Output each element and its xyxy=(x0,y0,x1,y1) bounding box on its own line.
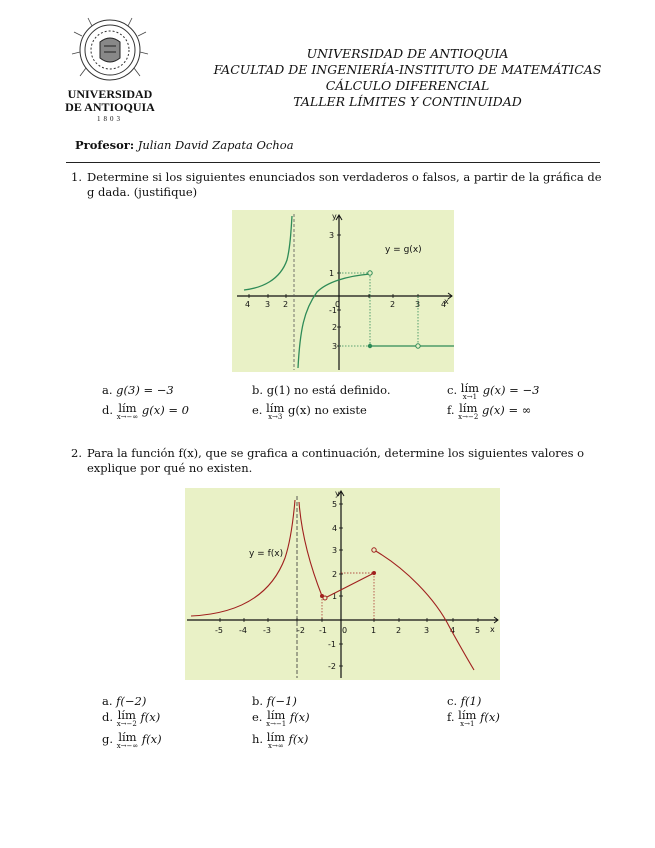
q2-xtick: 4 xyxy=(450,626,456,635)
q2-option-a-text: f(−2) xyxy=(116,694,147,708)
q1-open-point xyxy=(368,271,372,275)
q1-option-f-limit: lím x→−2 xyxy=(458,401,479,421)
q2-closed-point-1 xyxy=(372,571,376,575)
q2-y-letter: y xyxy=(335,489,340,498)
q1-option-c-text: g(x) = −3 xyxy=(482,383,540,397)
q2-xtick: -5 xyxy=(215,626,223,635)
q1-ytick: 3 xyxy=(332,342,338,351)
q2-option-a-label: a. xyxy=(102,694,113,708)
q1-y-letter: y xyxy=(332,212,337,221)
university-logo xyxy=(62,12,158,122)
q1-ytick: 1 xyxy=(329,269,335,278)
header-faculty: FACULTAD DE INGENIERÍA-INSTITUTO DE MATEMÁTICAS xyxy=(213,62,602,77)
q2-xtick: 1 xyxy=(371,626,377,635)
professor-line xyxy=(75,138,294,152)
q2-option-a xyxy=(102,694,146,708)
q2-xtick: -1 xyxy=(319,626,327,635)
q1-number: 1. xyxy=(71,170,82,184)
svg-text:DE ANTIOQUIA: DE ANTIOQUIA xyxy=(65,100,155,114)
q2-option-g-text: f(x) xyxy=(141,732,162,746)
q1-option-f xyxy=(447,403,531,421)
q2-ytick: 5 xyxy=(332,500,338,509)
q2-option-h-text: f(x) xyxy=(288,732,309,746)
q2-xtick: -3 xyxy=(263,626,271,635)
svg-text:UNIVERSIDAD: UNIVERSIDAD xyxy=(67,87,153,101)
q1-xtick: 2 xyxy=(390,300,396,309)
q2-option-g-limit: lím x→−∞ xyxy=(116,730,139,750)
q1-ytick: 2 xyxy=(332,323,338,332)
q2-xtick: -4 xyxy=(239,626,247,635)
q2-option-f-text: f(x) xyxy=(480,710,500,724)
q1-option-b-text: g(1) no está definido. xyxy=(266,383,391,397)
q1-xtick: 3 xyxy=(415,300,421,309)
q1-option-c-label: c. xyxy=(447,383,458,397)
q2-xtick: 2 xyxy=(396,626,402,635)
q2-number: 2. xyxy=(71,446,82,460)
q1-xtick: 4 xyxy=(441,300,447,309)
q1-xtick: 0 xyxy=(335,300,341,309)
q2-graph xyxy=(185,488,500,680)
header-course: CÁLCULO DIFERENCIAL xyxy=(325,78,490,93)
q1-open-point-3 xyxy=(416,344,420,348)
q1-option-a xyxy=(102,383,174,397)
q1-option-f-label: f. xyxy=(447,403,455,417)
q1-xtick: 3 xyxy=(265,300,271,309)
q2-option-d-limit: lím x→−2 xyxy=(116,708,137,728)
q2-function-label: y = f(x) xyxy=(249,549,284,559)
q1-xtick: 4 xyxy=(245,300,251,309)
q1-ytick: 3 xyxy=(329,231,335,240)
q1-closed-point xyxy=(368,344,372,348)
q2-open-point-1 xyxy=(372,548,376,552)
q2-option-d-label: d. xyxy=(102,710,114,724)
q2-option-d xyxy=(102,710,160,728)
q2-statement: Para la función f(x), que se grafica a continuación, determine los siguientes valores o explique por qué no existen. xyxy=(87,446,585,475)
q2-xtick: 5 xyxy=(475,626,481,635)
q1-statement: Determine si los siguientes enunciados son verdaderos o falsos, a partir de la gráfica de g dada. (justifique) xyxy=(87,170,602,199)
q2-ytick: 2 xyxy=(332,570,338,579)
q2-ytick: 4 xyxy=(332,524,338,533)
q2-option-h-limit: lím x→∞ xyxy=(266,730,285,750)
q2-xtick: 0 xyxy=(342,626,348,635)
q1-graph xyxy=(232,210,454,372)
q2-option-c-label: c. xyxy=(447,694,458,708)
q1-option-e-label: e. xyxy=(252,403,263,417)
q2-option-h xyxy=(252,732,308,750)
q1-option-d-limit: lím x→−∞ xyxy=(116,401,139,421)
q2-option-f xyxy=(447,710,500,728)
q2-option-e xyxy=(252,710,310,728)
q2-ytick: 3 xyxy=(332,546,338,555)
q2-ytick: -1 xyxy=(328,640,336,649)
q2-option-b-text: f(−1) xyxy=(266,694,297,708)
q2-x-letter: x xyxy=(490,625,495,634)
q1-option-e-limit: lím x→3 xyxy=(266,401,285,421)
q2-option-e-text: f(x) xyxy=(289,710,310,724)
professor-label: Profesor: xyxy=(75,138,135,152)
header-title: TALLER LÍMITES Y CONTINUIDAD xyxy=(293,94,522,109)
q2-ytick: 1 xyxy=(332,592,338,601)
q2-option-h-label: h. xyxy=(252,732,264,746)
q1-option-a-label: a. xyxy=(102,383,113,397)
q2-option-e-label: e. xyxy=(252,710,263,724)
q2-option-f-label: f. xyxy=(447,710,455,724)
q1-x-letter: x xyxy=(444,297,449,306)
svg-text:1803: 1803 xyxy=(97,115,123,122)
q2-option-b-label: b. xyxy=(252,694,264,708)
q2-option-g-label: g. xyxy=(102,732,114,746)
q1-option-d xyxy=(102,403,189,421)
q1-option-f-text: g(x) = ∞ xyxy=(481,403,532,417)
q1-option-b xyxy=(252,383,390,397)
q2-option-g xyxy=(102,732,162,750)
q2-open-point-neg1 xyxy=(323,596,327,600)
q1-option-d-label: d. xyxy=(102,403,114,417)
q2-option-f-limit: lím x→1 xyxy=(458,708,477,728)
q1-function-label: y = g(x) xyxy=(385,245,422,255)
q1-option-e-text: g(x) no existe xyxy=(288,403,367,417)
q2-ytick: -2 xyxy=(328,662,336,671)
q1-option-d-text: g(x) = 0 xyxy=(141,403,189,417)
header-divider xyxy=(66,162,600,163)
q2-option-e-limit: lím x→−1 xyxy=(266,708,287,728)
q2-xtick: 3 xyxy=(424,626,430,635)
document-header xyxy=(160,46,655,110)
q1-option-c xyxy=(447,383,539,401)
q2-option-c xyxy=(447,694,481,708)
q2-option-c-text: f(1) xyxy=(460,694,482,708)
q1-option-b-label: b. xyxy=(252,383,264,397)
q1-option-c-limit: lím x→1 xyxy=(460,381,480,401)
q2-option-b xyxy=(252,694,297,708)
q1-option-a-text: g(3) = −3 xyxy=(116,383,174,397)
q1-xtick: 2 xyxy=(283,300,289,309)
q2-xtick: -2 xyxy=(297,626,305,635)
header-university: UNIVERSIDAD DE ANTIOQUIA xyxy=(306,46,509,61)
professor-name: Julian David Zapata Ochoa xyxy=(137,138,294,152)
q1-ytick: -1 xyxy=(329,306,337,315)
q2-option-d-text: f(x) xyxy=(140,710,161,724)
q1-option-e xyxy=(252,403,367,421)
